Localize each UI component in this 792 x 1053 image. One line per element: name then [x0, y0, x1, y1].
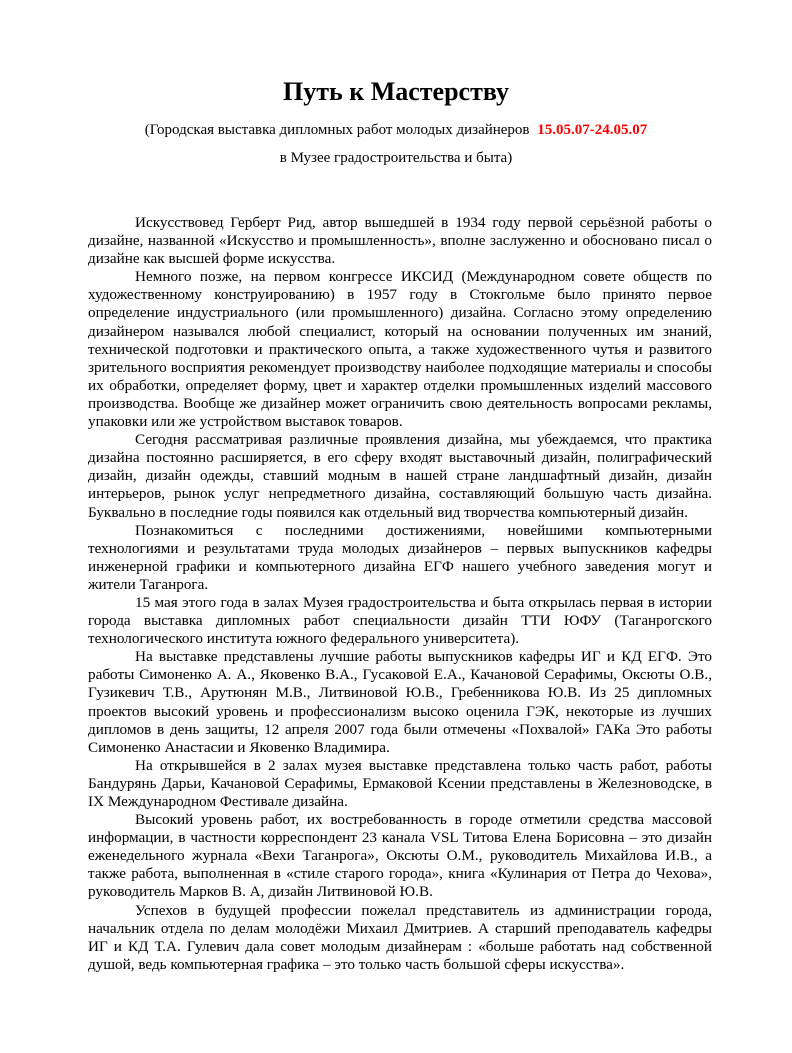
paragraph: Немного позже, на первом конгрессе ИКСИД (Международном совете обществ по художественному конструированию) в 1957 году в Стокгольме было принято первое определение индустриального (или промышленного) дизайна. Согласно этому определению дизайнером назывался любой специалист, который на основании полученных им знаний, технической подготовки и практического опыта, а также художественного чутья и развитого зрительного восприятия рекомендует производству наиболее подходящие материалы и способы их обработки, определяет форму, цвет и характер отделки промышленных изделий массового производства. Вообще же дизайнер может ограничить свою деятельность вопросами рекламы, упаковки или же устройством выставок товаров. — [88, 268, 712, 431]
paragraph: Познакомиться с последними достижениями, новейшими компьютерными технологиями и результатами труда молодых дизайнеров – первых выпускников кафедры инженерной графики и компьютерного дизайна ЕГФ нашего учебного заведения могут и жители Таганрога. — [88, 521, 712, 593]
subtitle-text: (Городская выставка дипломных работ молодых дизайнеров — [144, 122, 530, 138]
exhibition-venue: в Музее градостроительства и быта) — [279, 150, 513, 166]
paragraph: Сегодня рассматривая различные проявления дизайна, мы убеждаемся, что практика дизайна постоянно расширяется, в его сферу входят выставочный дизайн, полиграфический дизайн, дизайн одежды, ставший модным в нашей стране ландшафтный дизайн, дизайн интерьеров, рынок услуг непредметного дизайна, составляющий большую часть дизайна. Буквально в последние годы появился как отдельный вид творчества компьютерный дизайн. — [88, 431, 712, 521]
exhibition-subtitle — [0, 121, 792, 139]
paragraph: Высокий уровень работ, их востребованность в городе отметили средства массовой информации, в частности корреспондент 23 канала VSL Титова Елена Борисовна – это дизайн еженедельного журнала «Вехи Таганрога», Оксюты О.М., руководитель Михайлова И.В., а также работа, выполненная в «стиле старого города», книга «Кулинария от Петра до Чехова», руководитель Марков В. А, дизайн Литвиновой Ю.В. — [88, 811, 712, 901]
paragraph: Искусствовед Герберт Рид, автор вышедшей в 1934 году первой серьёзной работы о дизайне, названной «Искусство и промышленность», вполне заслуженно и обосновано писал о дизайне как высшей форме искусства. — [88, 214, 712, 268]
article-body — [88, 214, 712, 974]
paragraph: Успехов в будущей профессии пожелал представитель из администрации города, начальник отдела по делам молодёжи Михаил Дмитриев. А старший преподаватель кафедры ИГ и КД Т.А. Гулевич дала совет молодым дизайнерам : «больше работать над собственной душой, ведь компьютерная графика – это только часть большой сферы искусства». — [88, 901, 712, 973]
paragraph: На выставке представлены лучшие работы выпускников кафедры ИГ и КД ЕГФ. Это работы Симоненко А. А., Яковенко В.А., Гусаковой Е.А., Качановой Серафимы, Оксюты О.В., Гузикевич Т.В., Арутюнян М.В., Литвиновой Ю.В., Гребенникова Ю.В. Из 25 дипломных проектов высокий уровень и профессионализм высоко оценила ГЭК, некоторые из лучших дипломов в день защиты, 12 апреля 2007 года были отмечены «Похвалой» ГАКа Это работы Симоненко Анастасии и Яковенко Владимира. — [88, 648, 712, 756]
paragraph: 15 мая этого года в залах Музея градостроительства и быта открылась первая в истории города выставка дипломных работ специальности дизайн ТТИ ЮФУ (Таганрогского технологического института южного федерального университета). — [88, 593, 712, 648]
exhibition-dates: 15.05.07-24.05.07 — [537, 122, 648, 138]
page-title: Путь к Мастерству — [282, 77, 510, 106]
paragraph: На открывшейся в 2 залах музея выставке представлена только часть работ, работы Бандурянь Дарьи, Качановой Серафимы, Ермаковой Ксении представлены в Железноводске, в IX Международном Фестивале дизайна. — [88, 756, 712, 810]
